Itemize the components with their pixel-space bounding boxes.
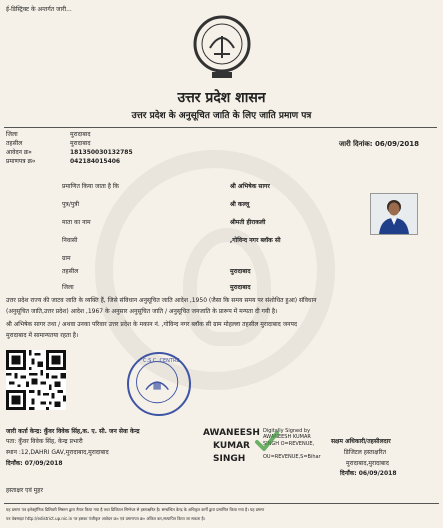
issuer-line-3: स्थान :12,DAHRI GAV,मुरादाबाद,मुरादाबाद xyxy=(6,449,109,456)
label-certify: प्रमाणित किया जाता है कि xyxy=(62,183,120,190)
label-father: पुत्र/पुत्री xyxy=(62,201,80,208)
body-line-1: उत्तर प्रदेश राज्य की जाटव जाति के व्यक्ति हैं, जिसे संविधान अनुसूचित जाति आदेश ,1950 (जैसा कि समय समय पर संशोधित हुआ) संविधान xyxy=(6,297,317,304)
meta-value-district: मुरादाबाद xyxy=(70,131,91,138)
value-resident: ,गोविन्द नगर ब्लॉक सी xyxy=(230,237,281,244)
label-mother: माता का नाम xyxy=(62,219,91,226)
label-district: जिला xyxy=(62,284,74,291)
footer-divider xyxy=(4,503,439,504)
page-subtitle: उत्तर प्रदेश के अनुसूचित जाति के लिए जाति प्रमाण पत्र xyxy=(131,111,312,121)
signature-detail-2: AWANEESH KUMAR xyxy=(263,434,311,440)
seal-text: C.S.C. CENTRE xyxy=(143,358,180,364)
person-photo-icon xyxy=(371,194,417,234)
signer-name-3: SINGH xyxy=(213,454,246,464)
top-note: ई-डिस्ट्रिक्ट के अन्तर्गत जारी... xyxy=(6,6,72,13)
signature-valid-check-icon xyxy=(254,428,280,454)
signature-detail-4: OU=REVENUE,S=Bihar xyxy=(263,454,321,460)
value-mother: श्रीमती हीराकली xyxy=(230,219,266,226)
page-title: उत्तर प्रदेश शासन xyxy=(177,90,266,106)
label-resident: निवासी xyxy=(62,237,78,244)
authority-line-2: डिजिटल हस्ताक्षरित xyxy=(344,449,386,456)
value-father: श्री कल्लू xyxy=(230,201,250,208)
meta-label-application: आवेदन क्र० xyxy=(6,149,32,156)
meta-value-application: 181350030132785 xyxy=(70,149,133,156)
meta-label-certificate: प्रमाणपत्र क्र० xyxy=(6,158,36,165)
signer-name-1: AWANEESH xyxy=(203,428,260,438)
meta-value-certificate: 042184015406 xyxy=(70,158,121,165)
issuer-line-2: पता: कुँवर विवेक सिंह, केन्द्र प्रभारी xyxy=(6,438,83,445)
value-tehsil: मुरादाबाद xyxy=(230,268,251,275)
label-tehsil: तहसील xyxy=(62,268,79,275)
value-name: श्री अभिषेक सागर xyxy=(230,183,270,190)
applicant-photo xyxy=(370,193,418,235)
body-line-2: (अनुसूचित जाति,उत्तर प्रदेश) आदेश ,1967 के अनुसार अनुसूचित जाति / अनुसूचित जनजाति के प्रारूप में मन्यता दी गयी है। xyxy=(6,308,278,315)
signature-detail-1: Digitally Signed by xyxy=(263,428,311,434)
issue-date: जारी दिनांक: 06/09/2018 xyxy=(339,140,420,148)
footer-line-1: यह प्रमाण पत्र इलेक्ट्रॉनिक डिलिवरी सिस्टम द्वारा तैयार किया गया है तथा डिजिटल सिग्नेचर से हस्ताक्षरित है। सम्बन्धित केन्द्र के अधिकृत कर्मी द्वारा प्रमाणित किया गया है। यह प्रमाण xyxy=(6,507,265,512)
body-line-4: मुरादाबाद में सामान्यतया रहता है। xyxy=(6,332,79,339)
issuer-line-1: जारी कर्ता केन्द्र: कुँवर विवेक सिंह,क. ए. सी. जन सेवा केन्द्र xyxy=(6,428,140,435)
meta-value-tehsil: मुरादाबाद xyxy=(70,140,91,147)
qr-code-icon xyxy=(6,350,66,410)
issuer-line-4: दिनाँक: 07/09/2018 xyxy=(6,460,63,467)
meta-label-district: जिला xyxy=(6,131,18,138)
body-line-3: श्री अभिषेक सागर तथा / अथवा उनका परिवार उत्तर प्रदेश के मकान नं. ,गोविन्द नगर ब्लॉक सी ग्राम मोहल्ला तहसील मुरादाबाद जनपद xyxy=(6,321,298,328)
signature-detail-3: SINGH O=REVENUE, xyxy=(263,441,315,447)
value-district: मुरादाबाद xyxy=(230,284,251,291)
authority-line-4: दिनाँक: 06/09/2018 xyxy=(340,470,397,477)
authority-line-3: मुरादाबाद,मुरादाबाद xyxy=(346,460,389,467)
label-village: ग्राम xyxy=(62,255,71,262)
signer-name-2: KUMAR xyxy=(213,441,250,451)
meta-label-tehsil: तहसील xyxy=(6,140,23,147)
divider xyxy=(4,127,437,128)
sign-label: हस्ताक्षर एवं मुहर xyxy=(6,487,43,494)
footer-line-2: पत्र वेबसाइट http://edistrict.up.nic.in पर इसका पंजीकृत आवेदन क्र० एवं प्रमाणपत्र क्र० अंकित कर,सत्यापित किया जा सकता है। xyxy=(6,516,206,521)
authority-line-1: सक्षम अधिकारी/तहसीलदार xyxy=(331,438,391,445)
state-emblem-icon xyxy=(192,14,252,80)
